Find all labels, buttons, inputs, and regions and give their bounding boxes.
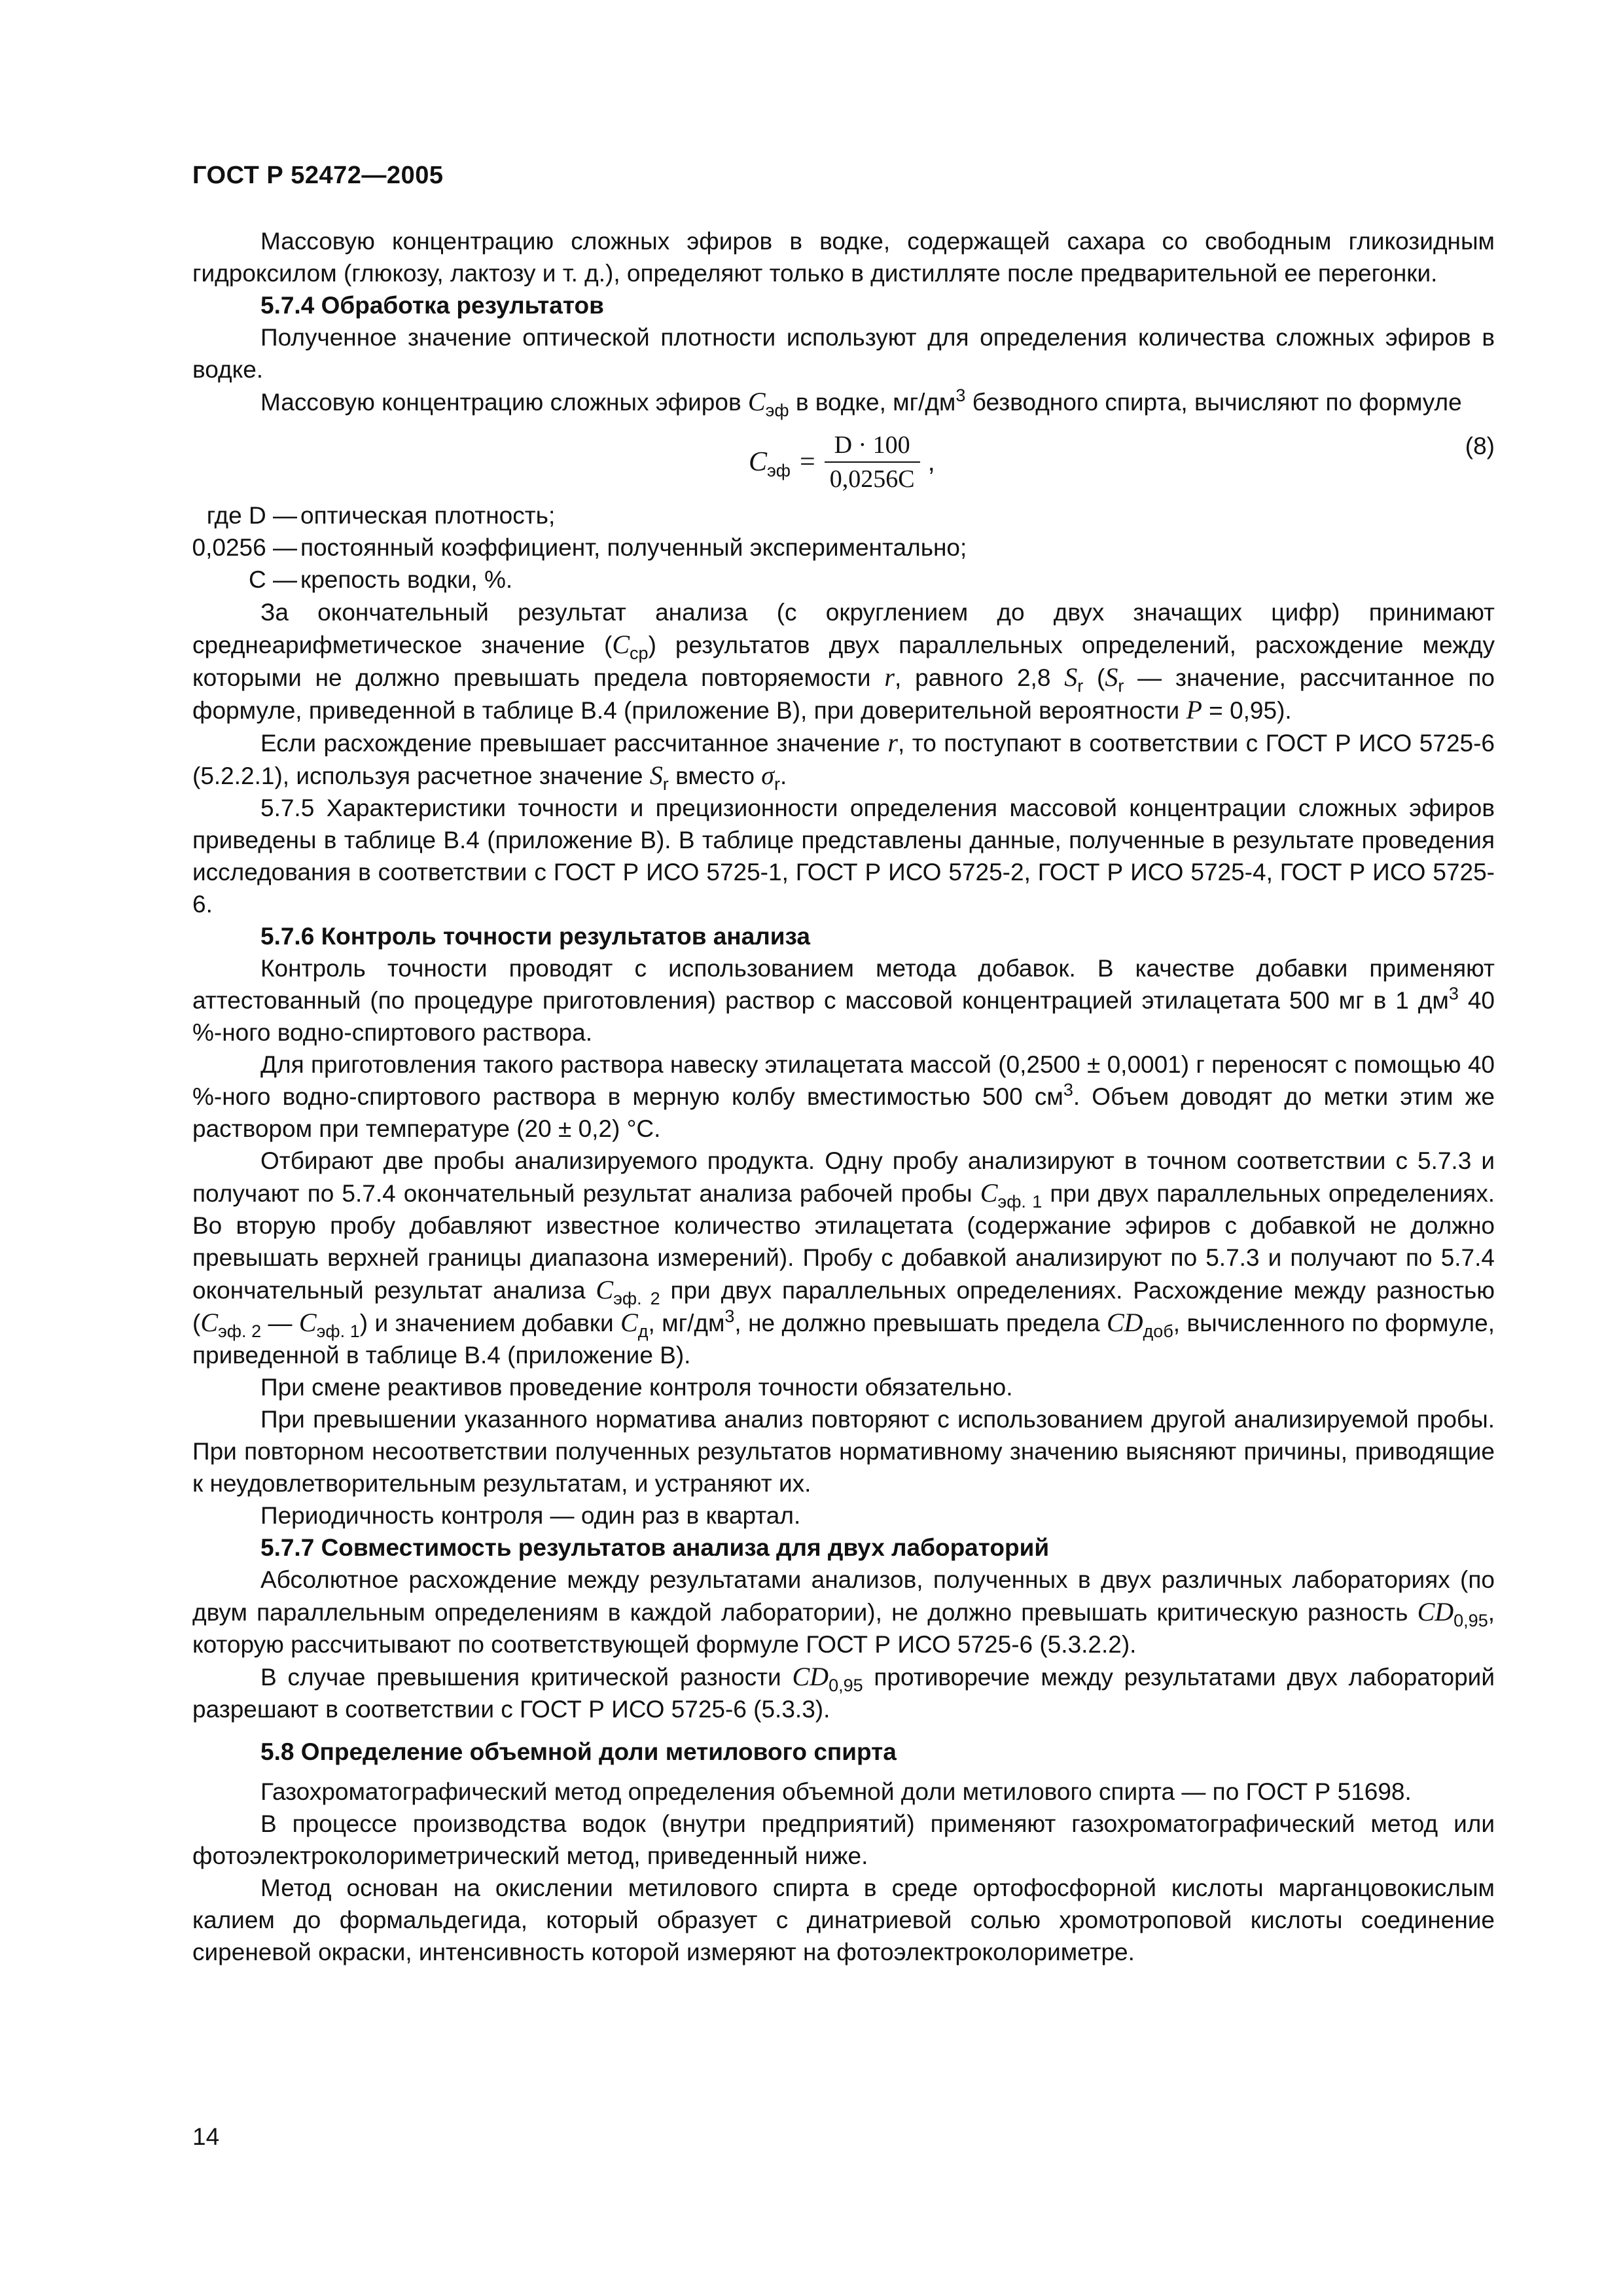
text-fragment: , равного 2,8 (894, 664, 1065, 691)
symbol-c (747, 387, 789, 420)
text-fragment: Массовую концентрацию сложных эфиров (260, 389, 741, 416)
formula-lhs (749, 446, 791, 478)
formula-number: (8) (1465, 433, 1495, 459)
symbol-letter: C (747, 387, 766, 416)
symbol-c-sr (612, 630, 649, 663)
symbol-subscript: эф (765, 401, 789, 420)
symbol-letter: σ (761, 761, 774, 790)
text-fragment: Для приготовления такого раствора навеску этилацетата массой (0,2500 ± 0,0001) г переносят с помощью 40 %-ного водно-спиртового раствора в мерную колбу вместимостью 500 см (192, 1051, 1495, 1110)
text-fragment: За окончательный результат анализа (с округлением до двух значащих цифр) принимают среднеарифметическое значение ( (192, 599, 1495, 658)
text-fragment: Абсолютное расхождение между результатами анализов, полученных в двух различных лабораториях (по двум параллельным определениям в каждой лаборатории), не должно превышать критическую разность (192, 1566, 1495, 1626)
paragraph-5-7-5: 5.7.5 Характеристики точности и прецизионности определения массовой концентрации сложных эфиров приведены в таблице В.4 (приложение В). В таблице представлены данные, полученные в результате проведения исследования в соответствии с ГОСТ Р ИСО 5725-1, ГОСТ Р ИСО 5725-2, ГОСТ Р ИСО 5725-4, ГОСТ Р ИСО 5725-6. (192, 795, 1495, 918)
symbol-letter: S (649, 761, 663, 790)
symbol-letter: C (612, 630, 630, 659)
symbol-letter: C (298, 1308, 317, 1337)
paragraph-sugar-note: Массовую концентрацию сложных эфиров в водке, содержащей сахара со свободным гликозидным гидроксилом (глюкозу, лактозу и т. д.), определяют только в дистилляте после предварительной ее перегонки. (192, 228, 1495, 287)
text-fragment: Если расхождение превышает рассчитанное значение (260, 730, 888, 757)
paragraph-discrepancy (192, 726, 1495, 792)
paragraph-two-samples (192, 1145, 1495, 1371)
superscript: 3 (1448, 984, 1459, 1003)
formula-legend (192, 499, 1495, 596)
symbol-c-ef1 (298, 1308, 360, 1341)
symbol-subscript: эф. 2 (218, 1321, 262, 1341)
legend-text: крепость водки, %. (300, 566, 513, 593)
section-number: 5.8 (260, 1738, 294, 1765)
section-heading-5-7-7 (192, 1532, 1495, 1564)
formula-expression (749, 430, 935, 494)
symbol-p: P (1186, 695, 1202, 725)
legend-symbol: C — (249, 566, 297, 593)
symbol-letter: C (200, 1308, 219, 1337)
paragraph-norm-exceeded: При превышении указанного норматива анализ повторяют с использованием другой анализируемой пробы. При повторном несоответствии полученных результатов нормативному значению выясняют причины, приводящие к неудовлетворительным результатам, и устраняют их. (192, 1406, 1495, 1497)
section-title: Совместимость результатов анализа для двух лабораторий (321, 1534, 1050, 1561)
text-fragment: — (261, 1310, 299, 1336)
symbol-sr (1064, 662, 1084, 696)
formula-8 (192, 421, 1495, 499)
symbol-subscript: эф. 2 (613, 1289, 660, 1308)
paragraph-additive-method (192, 952, 1495, 1049)
text-fragment: Отбирают две пробы анализируемого продукта. Одну пробу анализируют в точном соответствии с 5.7.3 и получают по 5.7.4 окончательный результат анализа рабочей пробы (192, 1147, 1495, 1207)
symbol-subscript: r (662, 774, 669, 794)
section-heading-5-7-4 (192, 289, 1495, 321)
symbol-cd-095 (1417, 1597, 1488, 1630)
paragraph-method-basis: Метод основан на окислении метилового спирта в среде ортофосфорной кислоты марганцовокислым калием до формальдегида, который образует с динатриевой солью хромотроповой кислоты соединение сиреневой окраски, интенсивность которой измеряют на фотоэлектроколориметре. (192, 1874, 1495, 1965)
formula-fraction (825, 430, 920, 494)
section-title: Определение объемной доли метилового спирта (300, 1738, 897, 1765)
symbol-letter: CD (792, 1662, 829, 1691)
fraction-bar (825, 461, 920, 463)
page-number: 14 (192, 2123, 220, 2150)
paragraph-solution-prep (192, 1049, 1495, 1145)
section-heading-5-8 (192, 1736, 1495, 1768)
superscript: 3 (724, 1306, 735, 1326)
text-fragment: ) и значением добавки (359, 1310, 621, 1336)
symbol-subscript: ср (630, 643, 649, 663)
text-fragment: . (779, 762, 787, 789)
symbol-subscript: r (1077, 676, 1084, 696)
text-fragment: , вычисленного по формуле, приведенной в таблице В.4 (приложение В). (192, 1310, 1495, 1369)
formula-numerator: D · 100 (834, 431, 910, 459)
symbol-subscript: эф. 1 (997, 1192, 1043, 1211)
legend-text: оптическая плотность; (300, 502, 556, 529)
text-fragment: вместо (668, 762, 762, 789)
text-fragment: , то поступают в соответствии с ГОСТ Р ИСО 5725-6 (5.2.2.1), используя расчетное значение (192, 730, 1495, 789)
symbol-subscript: эф. 1 (316, 1321, 360, 1341)
text-fragment: ) результатов двух параллельных определений, расхождение между которыми не должно превышать предела повторяемости (192, 632, 1495, 691)
text-fragment: . Объем доводят до метки этим же раствором при температуре (20 ± 0,2) °С. (192, 1083, 1495, 1142)
section-number: 5.7.6 (260, 923, 315, 950)
symbol-c-ef2 (596, 1275, 660, 1308)
section-number: 5.7.7 (260, 1534, 315, 1561)
legend-row (192, 499, 1495, 531)
section-title: Обработка результатов (321, 292, 604, 319)
paragraph-critical-difference (192, 1660, 1495, 1725)
symbol-letter: S (1064, 662, 1078, 692)
symbol-c-d (620, 1308, 649, 1341)
text-fragment: ( (1083, 664, 1105, 691)
symbol-subscript: r (1118, 676, 1124, 696)
text-fragment: , которую рассчитывают по соответствующей формуле ГОСТ Р ИСО 5725-6 (5.3.2.2). (192, 1599, 1495, 1658)
paragraph-reagent-change: При смене реактивов проведение контроля точности обязательно. (260, 1374, 1013, 1401)
formula-equals: = (800, 446, 815, 477)
text-fragment: при двух параллельных определениях. Расхождение между разностью ( (192, 1277, 1495, 1336)
section-number: 5.7.4 (260, 292, 315, 319)
paragraph-production-methods: В процессе производства водок (внутри предприятий) применяют газохроматографический метод или фотоэлектроколориметрический метод, приведенный ниже. (192, 1810, 1495, 1869)
legend-row (192, 564, 1495, 596)
legend-row (192, 531, 1495, 564)
legend-symbol: 0,0256 — (192, 534, 297, 561)
symbol-sr (1105, 662, 1124, 696)
symbol-subscript: д (637, 1321, 649, 1341)
text-fragment: , мг/дм (648, 1310, 725, 1336)
symbol-sr (649, 761, 669, 794)
symbol-letter: C (620, 1308, 638, 1337)
symbol-letter: C (596, 1275, 614, 1304)
legend-symbol: где D — (206, 502, 297, 529)
superscript: 3 (1063, 1080, 1073, 1100)
paragraph-control-period: Периодичность контроля — один раз в квартал. (260, 1502, 801, 1529)
paragraph-optical-density: Полученное значение оптической плотности используют для определения количества сложных эфиров в водке. (192, 324, 1495, 383)
superscript: 3 (955, 386, 966, 405)
text-fragment: противоречие между результатами двух лабораторий разрешают в соответствии с ГОСТ Р ИСО 5725-6 (5.3.3). (192, 1664, 1495, 1723)
symbol-subscript: доб (1143, 1321, 1173, 1341)
paragraph-lab-discrepancy (192, 1564, 1495, 1660)
symbol-subscript: 0,95 (1454, 1611, 1488, 1630)
document-body (192, 225, 1495, 1968)
symbol-r: r (884, 662, 895, 692)
symbol-sigma-r (761, 761, 780, 794)
text-fragment: при двух параллельных определениях. Во вторую пробу добавляют известное количество этилацетата (содержание эфиров с добавкой не должно превышать верхней границы диапазона измерений). Пробу с добавкой анализируют по 5.7.3 и получают по 5.7.4 окончательный результат анализа (192, 1180, 1495, 1304)
formula-comma: , (927, 447, 935, 476)
symbol-cd-dob (1106, 1308, 1173, 1341)
symbol-letter: C (980, 1178, 998, 1208)
symbol-c-ef1 (980, 1178, 1043, 1211)
text-fragment: В случае превышения критической разности (260, 1664, 793, 1691)
symbol-subscript: 0,95 (829, 1676, 863, 1695)
paragraph-formula-intro (192, 386, 1495, 418)
symbol-r: r (887, 728, 898, 757)
symbol-letter: CD (1417, 1597, 1454, 1626)
formula-lhs-subscript: эф (767, 460, 791, 480)
text-fragment: , не должно превышать предела (734, 1310, 1107, 1336)
symbol-subscript: r (774, 774, 780, 794)
text-fragment: Контроль точности проводят с использованием метода добавок. В качестве добавки применяют аттестованный (по процедуре приготовления) раствор с массовой концентрацией этилацетата 500 мг в 1 дм (192, 955, 1495, 1014)
formula-denominator: 0,0256C (829, 465, 915, 493)
text-fragment: — значение, рассчитанное по формуле, приведенной в таблице В.4 (приложение В), при доверительной вероятности (192, 664, 1495, 724)
section-title: Контроль точности результатов анализа (321, 923, 810, 950)
section-heading-5-7-6 (192, 920, 1495, 952)
text-fragment: 40 %-ного водно-спиртового раствора. (192, 987, 1495, 1046)
text-fragment: в водке, мг/дм (795, 389, 956, 416)
legend-text: постоянный коэффициент, полученный экспериментально; (300, 534, 967, 561)
symbol-c-ef2 (200, 1308, 262, 1341)
symbol-letter: S (1105, 662, 1118, 692)
formula-lhs-letter: C (749, 446, 768, 477)
document-header: ГОСТ Р 52472—2005 (192, 162, 444, 189)
symbol-cd-095 (792, 1662, 863, 1695)
text-fragment: безводного спирта, вычисляют по формуле (972, 389, 1462, 416)
paragraph-final-result (192, 596, 1495, 726)
paragraph-gas-chromatography: Газохроматографический метод определения объемной доли метилового спирта — по ГОСТ Р 51698. (260, 1778, 1412, 1805)
text-fragment: = 0,95). (1202, 697, 1292, 724)
symbol-letter: CD (1106, 1308, 1143, 1337)
